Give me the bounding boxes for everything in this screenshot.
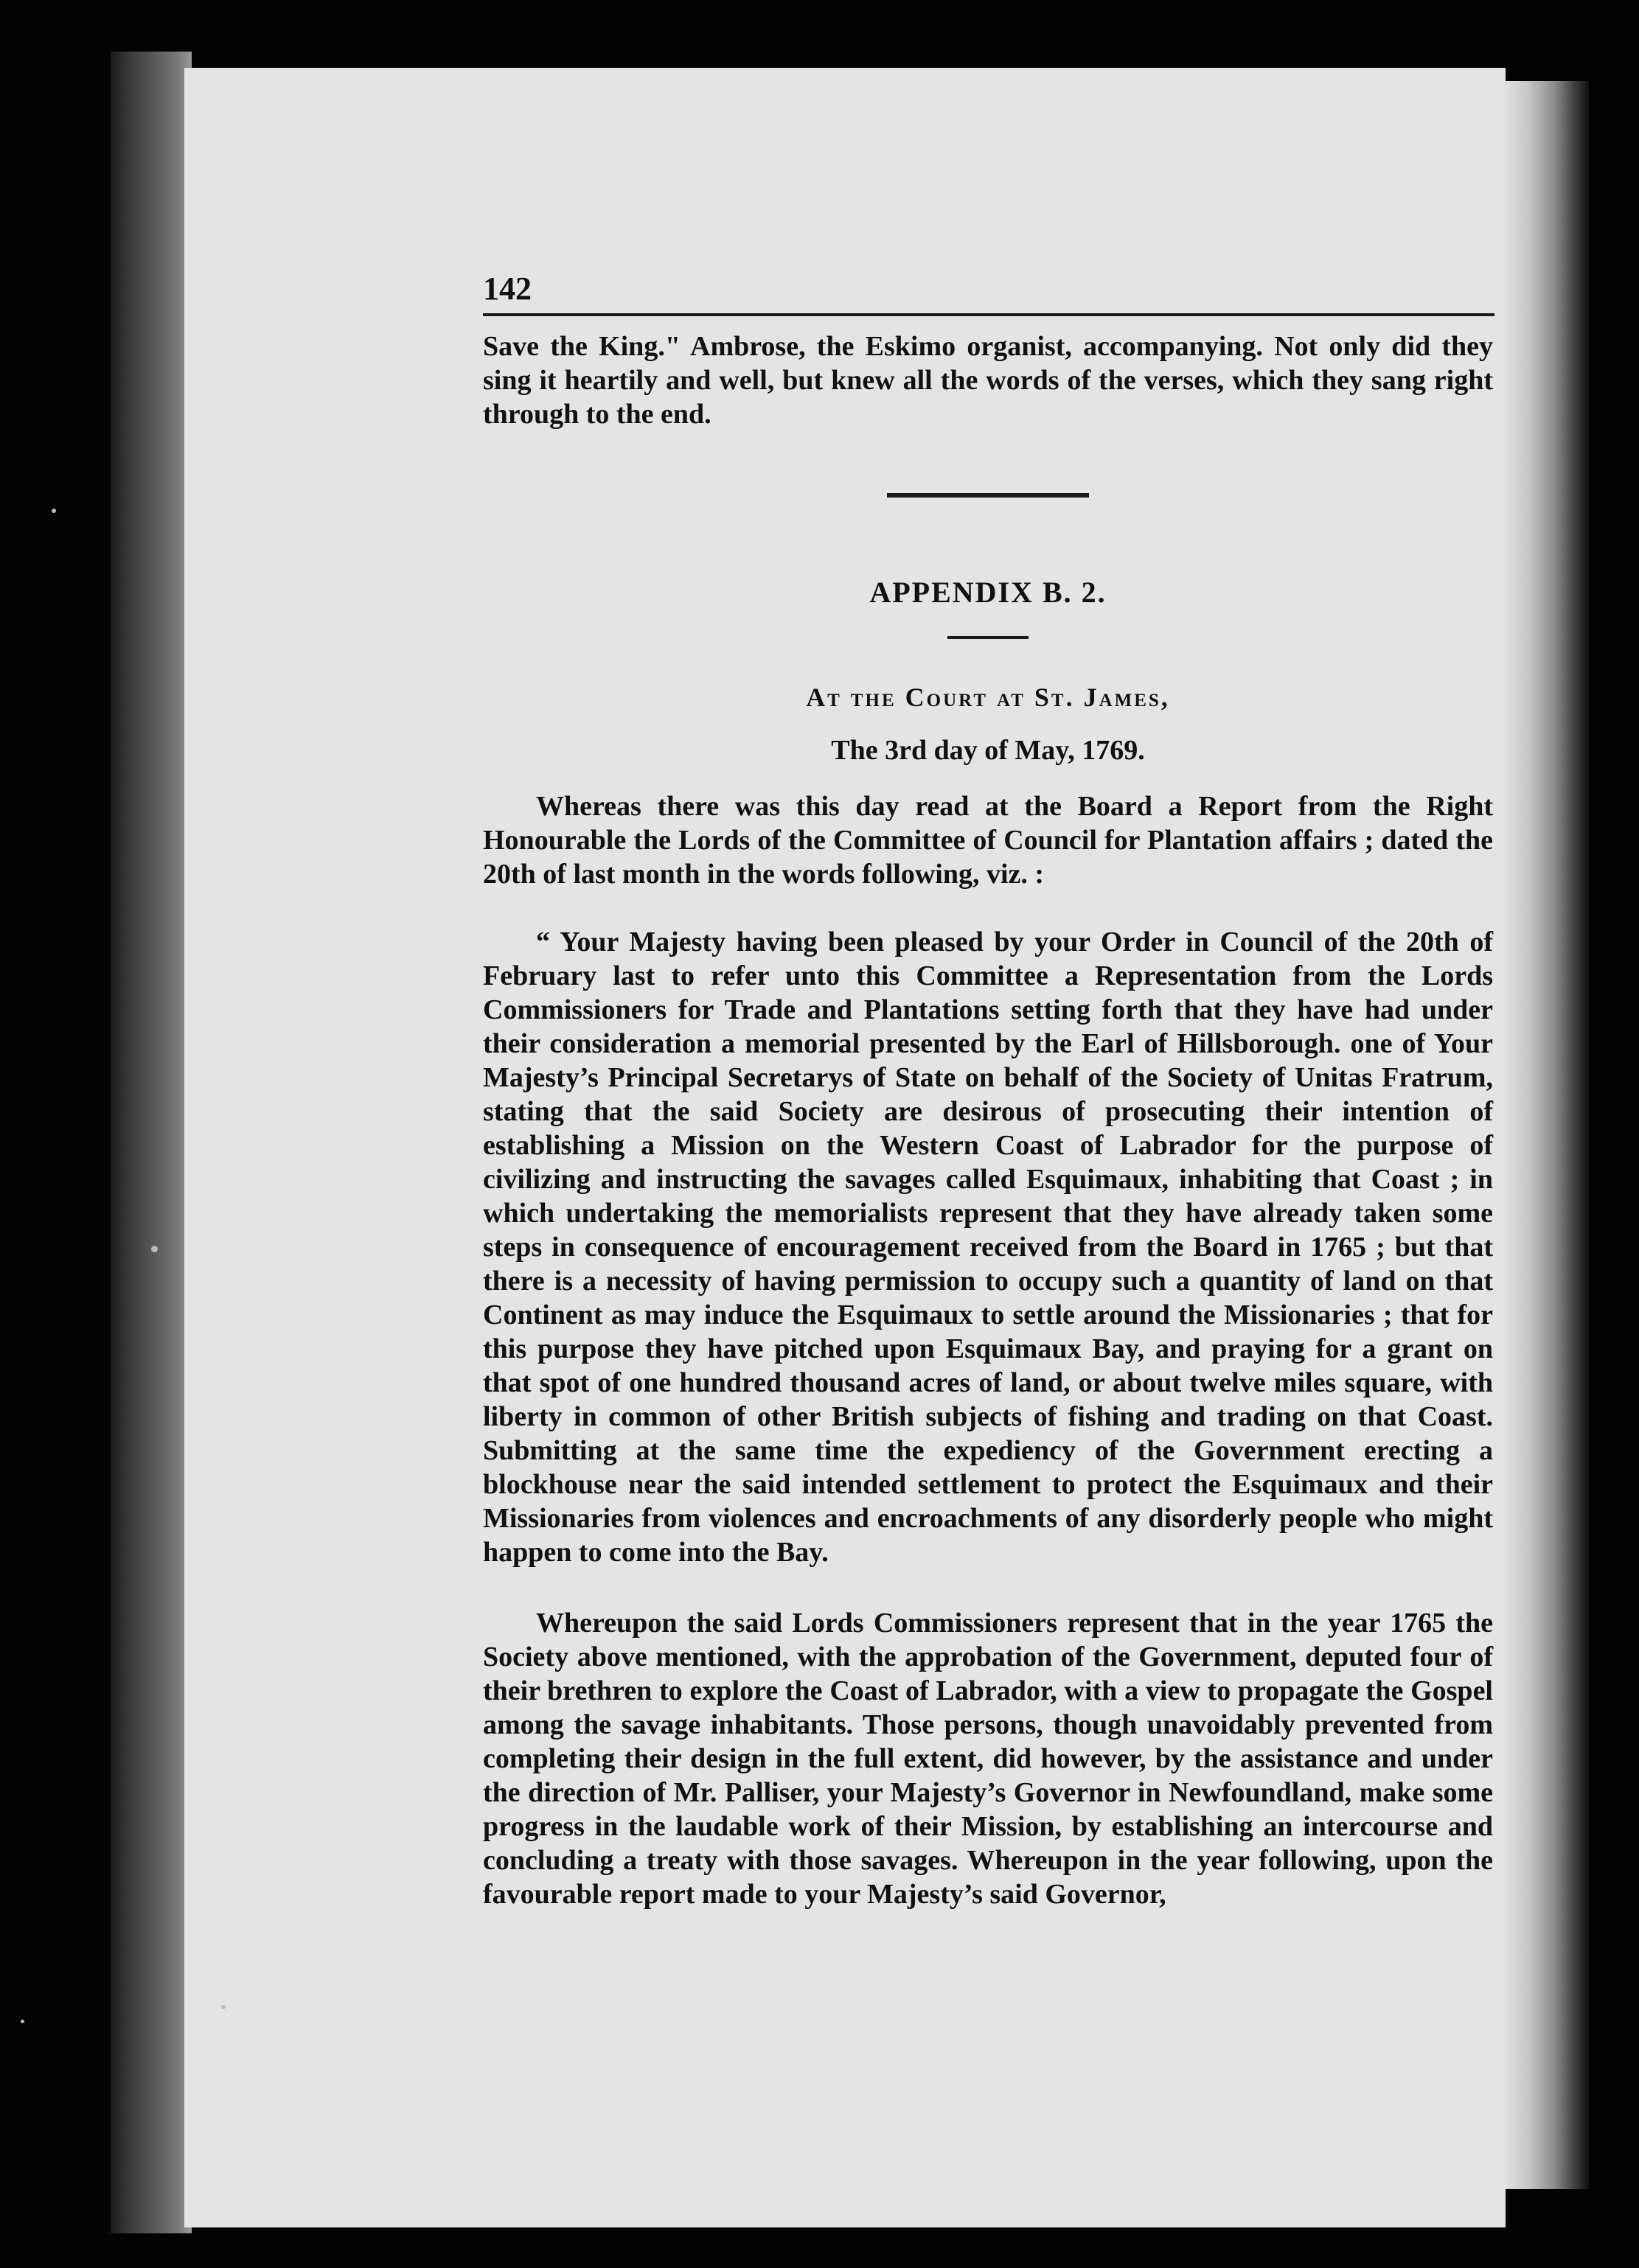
dust-speck [52, 509, 56, 513]
dust-speck [151, 1246, 158, 1252]
date-line: The 3rd day of May, 1769. [831, 735, 1145, 766]
section-divider [887, 493, 1089, 498]
dust-speck [21, 2020, 24, 2023]
page-right-edge-shadow [1500, 81, 1589, 2189]
appendix-title: APPENDIX B. 2. [869, 576, 1107, 609]
header-rule [483, 313, 1494, 316]
body-paragraph: “ Your Majesty having been pleased by your Order in Council of the 20th of February last to refer unto this Committee a Representation from the Lords Commissioners for Trade and Plantations setting forth that they have had under their consideration a memorial presented by the Earl of Hillsborough. one of Your Majesty’s Principal Secretarys of State on behalf of the Society of Unitas Fratrum, stating that the said Society are desirous of prosecuting their intention of establishing a Mission on the Western Coast of Labrador for the purpose of civilizing and instructing the savages called Esquimaux, inhabiting that Coast ; in which undertaking the memorialists represent that they have already taken some steps in consequence of encouragement received from the Board in 1765 ; but that there is a necessity of having permission to occupy such a quantity of land on that Continent as may induce the Esquimaux to settle around the Missionaries ; that for this purpose they have pitched upon Esquimaux Bay, and praying for a grant on that spot of one hundred thousand acres of land, or about twelve miles square, with liberty in common of other British subjects of fishing and trading on that Coast. Submitting at the same time the expediency of the Government erecting a blockhouse near the said intended settlement to protect the Esquimaux and their Missionaries from violences and encroachments of any disorderly people who might happen to come into the Bay. [483, 927, 1493, 1568]
dust-speck [221, 2005, 226, 2009]
body-paragraph: Whereas there was this day read at the Board a Report from the Right Honourable the Lords of the Committee of Council for Plantation affairs ; dated the 20th of last month in the words following, viz. : [483, 791, 1493, 890]
book-binding-edge [111, 52, 192, 2233]
court-heading: At the Court at St. James, [806, 683, 1170, 712]
continuation-paragraph: Save the King." Ambrose, the Eskimo organist, accompanying. Not only did they sing it heartily and well, but knew all the words of the verses, which they sang right through to the end. [483, 331, 1493, 430]
page-number: 142 [483, 271, 532, 307]
title-rule [947, 636, 1029, 639]
body-paragraph: Whereupon the said Lords Commissioners represent that in the year 1765 the Society above mentioned, with the approbation of the Government, deputed four of their brethren to explore the Coast of Labrador, with a view to propagate the Gospel among the savage inhabitants. Those persons, though unavoidably prevented from completing their design in the full extent, did however, by the assistance and under the direction of Mr. Palliser, your Majesty’s Governor in Newfoundland, make some progress in the laudable work of their Mission, by establishing an intercourse and concluding a treaty with those savages. Whereupon in the year following, upon the favourable report made to your Majesty’s said Governor, [483, 1608, 1493, 1910]
page-content [483, 269, 1493, 1911]
